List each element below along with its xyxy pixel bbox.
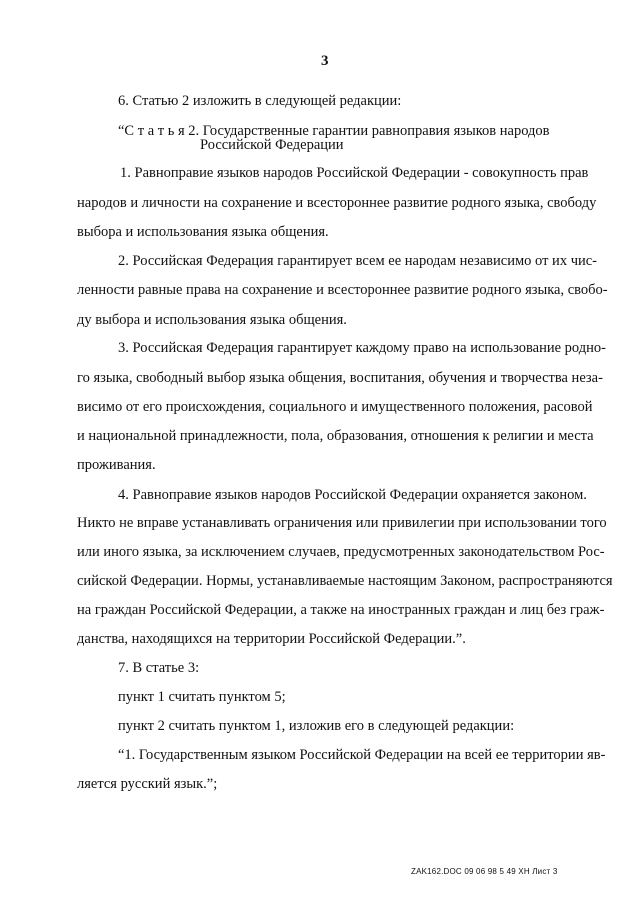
page-number: 3 — [321, 53, 329, 69]
p4-line: данства, находящихся на территории Российской Федерации.”. — [77, 631, 466, 647]
p1-line: 1. Равноправие языков народов Российской Федерации - совокупность прав — [120, 165, 589, 181]
document-footer: ZAK162.DOC 09 06 98 5 49 XH Лист 3 — [411, 867, 558, 876]
p4-line: 4. Равноправие языков народов Российской Федерации охраняется законом. — [118, 487, 587, 503]
item-7-quote-line: ляется русский язык.”; — [77, 776, 218, 792]
p2-line: 2. Российская Федерация гарантирует всем ее народам независимо от их чис- — [118, 253, 598, 269]
item-6: 6. Статью 2 изложить в следующей редакции: — [118, 93, 402, 109]
p1-line: народов и личности на сохранение и всестороннее развитие родного языка, свободу — [77, 195, 597, 211]
item-7-sub: пункт 2 считать пунктом 1, изложив его в следующей редакции: — [118, 718, 515, 734]
item-7-quote-line: “1. Государственным языком Российской Федерации на всей ее территории яв- — [118, 747, 606, 763]
p1-line: выбора и использования языка общения. — [77, 224, 329, 240]
p3-line: висимо от его происхождения, социального и имущественного положения, расовой — [77, 399, 593, 415]
article-2-heading: “С т а т ь я 2. Государственные гарантии равноправия языков народов — [118, 123, 550, 139]
item-7: 7. В статье 3: — [118, 660, 200, 676]
p3-line: 3. Российская Федерация гарантирует каждому право на использование родно- — [118, 340, 606, 356]
p4-line: на граждан Российской Федерации, а также на иностранных граждан и лиц без граж- — [77, 602, 605, 618]
p3-line: проживания. — [77, 457, 156, 473]
p3-line: го языка, свободный выбор языка общения, воспитания, обучения и творчества неза- — [77, 370, 603, 386]
p2-line: ленности равные права на сохранение и всестороннее развитие родного языка, свобо- — [77, 282, 608, 298]
p3-line: и национальной принадлежности, пола, образования, отношения к религии и места — [77, 428, 594, 444]
article-2-heading-cont: Российской Федерации — [200, 137, 344, 153]
p2-line: ду выбора и использования языка общения. — [77, 312, 347, 328]
item-7-sub: пункт 1 считать пунктом 5; — [118, 689, 286, 705]
p4-line: Никто не вправе устанавливать ограничения или привилегии при использовании того — [77, 515, 607, 531]
p4-line: или иного языка, за исключением случаев, предусмотренных законодательством Рос- — [77, 544, 605, 560]
p4-line: сийской Федерации. Нормы, устанавливаемые настоящим Законом, распространяются — [77, 573, 613, 589]
